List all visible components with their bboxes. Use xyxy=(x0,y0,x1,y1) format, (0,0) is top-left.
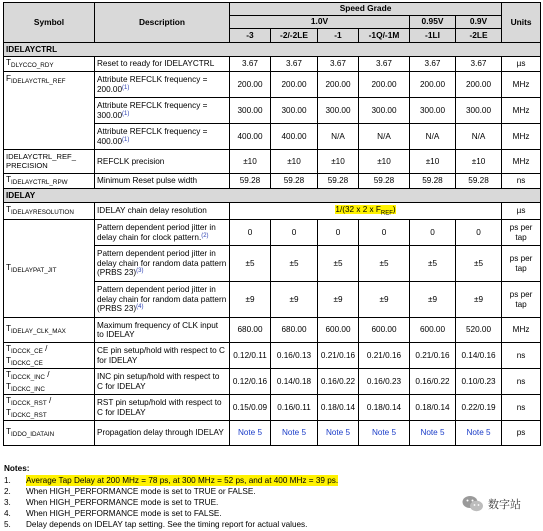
value-cell: 3.67 xyxy=(410,57,456,72)
value-cell: ±9 xyxy=(230,282,271,318)
value-cell: ±9 xyxy=(456,282,502,318)
value-cell: 200.00 xyxy=(359,72,410,98)
value-cell: 0.14/0.18 xyxy=(271,369,318,395)
description-cell: RST pin setup/hold with respect to C for IDELAY xyxy=(95,395,230,421)
value-cell: 400.00 xyxy=(271,124,318,150)
value-cell: 0 xyxy=(410,220,456,246)
value-cell: 200.00 xyxy=(271,72,318,98)
value-cell: 0.10/0.23 xyxy=(456,369,502,395)
note-link[interactable]: Note 5 xyxy=(318,421,359,446)
value-cell: 300.00 xyxy=(230,98,271,124)
value-cell: N/A xyxy=(318,124,359,150)
symbol-cell: $T_{IDELAYPAT\_JIT}$ xyxy=(4,220,95,318)
note-item: 5. Delay depends on IDELAY tap setting. See the timing report for actual values. xyxy=(4,520,308,529)
unit-cell: MHz xyxy=(502,124,541,150)
note-item: 1. Average Tap Delay at 200 MHz = 78 ps, at 300 MHz = 52 ps, and at 400 MHz = 39 ps. xyxy=(4,476,339,485)
value-cell: ±10 xyxy=(410,150,456,174)
unit-cell: ps per tap xyxy=(502,246,541,282)
note-item: 4. When HIGH_PERFORMANCE mode is set to FALSE. xyxy=(4,509,222,518)
value-cell: 3.67 xyxy=(456,57,502,72)
description-cell: Propagation delay through IDELAY xyxy=(95,421,230,446)
value-cell: 0.16/0.22 xyxy=(318,369,359,395)
value-cell: ±5 xyxy=(456,246,502,282)
voltage-1v: 1.0V xyxy=(230,16,410,29)
value-cell: 200.00 xyxy=(410,72,456,98)
description-cell: INC pin setup/hold with respect to C for IDELAY xyxy=(95,369,230,395)
value-cell: 600.00 xyxy=(359,318,410,343)
value-cell: 200.00 xyxy=(318,72,359,98)
watermark-text: 数字站 xyxy=(488,499,521,511)
value-cell: ±5 xyxy=(271,246,318,282)
value-cell: 680.00 xyxy=(271,318,318,343)
value-cell: 0 xyxy=(271,220,318,246)
note-item: 2. When HIGH_PERFORMANCE mode is set to TRUE or FALSE. xyxy=(4,487,256,496)
value-cell: 0.12/0.16 xyxy=(230,369,271,395)
unit-cell: MHz xyxy=(502,72,541,98)
symbol-cell: $T_{IDELAY\_CLK\_MAX}$ xyxy=(4,318,95,343)
description-cell: CE pin setup/hold with respect to C for IDELAY xyxy=(95,343,230,369)
unit-cell: ps per tap xyxy=(502,220,541,246)
grade-col: -1Q/-1M xyxy=(359,29,410,43)
grade-col: -2LE xyxy=(456,29,502,43)
value-cell: 59.28 xyxy=(318,174,359,189)
table-row xyxy=(4,395,541,421)
value-cell: ±10 xyxy=(359,150,410,174)
section-idelay: IDELAY xyxy=(4,189,541,203)
value-cell: 300.00 xyxy=(271,98,318,124)
table-row xyxy=(4,57,541,72)
value-cell: 3.67 xyxy=(271,57,318,72)
value-cell: 59.28 xyxy=(359,174,410,189)
table-row xyxy=(4,220,541,246)
value-cell: N/A xyxy=(456,124,502,150)
symbol-cell: IDELAYCTRL_REF_ PRECISION xyxy=(4,150,95,174)
wechat-icon xyxy=(462,495,484,513)
unit-cell: ns xyxy=(502,369,541,395)
formula-cell xyxy=(230,203,502,220)
watermark xyxy=(462,495,521,513)
grade-col: -1LI xyxy=(410,29,456,43)
unit-cell: ns xyxy=(502,395,541,421)
description-cell: Attribute REFCLK frequency = 300.00$^{(1)}$ xyxy=(95,98,230,124)
value-cell: ±9 xyxy=(271,282,318,318)
section-idelayctrl: IDELAYCTRL xyxy=(4,43,541,57)
col-symbol: Symbol xyxy=(4,3,95,43)
table-row xyxy=(4,318,541,343)
value-cell: 200.00 xyxy=(230,72,271,98)
note-link[interactable]: Note 5 xyxy=(271,421,318,446)
symbol-cell: $T_{IDELAYCTRL\_RPW}$ xyxy=(4,174,95,189)
value-cell: 59.28 xyxy=(456,174,502,189)
symbol-cell: $T_{DLYCCO\_RDY}$ xyxy=(4,57,95,72)
value-cell: 600.00 xyxy=(410,318,456,343)
unit-cell: ns xyxy=(502,174,541,189)
table-row xyxy=(4,150,541,174)
grade-col: -3 xyxy=(230,29,271,43)
description-cell: IDELAY chain delay resolution xyxy=(95,203,230,220)
value-cell: 0.21/0.16 xyxy=(359,343,410,369)
description-cell: Pattern dependent period jitter in delay chain for random data pattern (PRBS 23)$^{(4)}$ xyxy=(95,282,230,318)
value-cell: 0.18/0.14 xyxy=(318,395,359,421)
symbol-cell: $F_{IDELAYCTRL\_REF}$ xyxy=(4,72,95,150)
value-cell: 0.16/0.13 xyxy=(271,343,318,369)
table-row xyxy=(4,369,541,395)
value-cell: 0.16/0.22 xyxy=(410,369,456,395)
description-cell: Pattern dependent period jitter in delay chain for random data pattern (PRBS 23)$^{(3)}$ xyxy=(95,246,230,282)
value-cell: 0 xyxy=(318,220,359,246)
value-cell: 0.16/0.11 xyxy=(271,395,318,421)
voltage-09v: 0.9V xyxy=(456,16,502,29)
col-speed-grade: Speed Grade xyxy=(230,3,502,16)
value-cell: 600.00 xyxy=(318,318,359,343)
value-cell: 300.00 xyxy=(359,98,410,124)
value-cell: 0.18/0.14 xyxy=(359,395,410,421)
note-item: 3. When HIGH_PERFORMANCE mode is set to TRUE. xyxy=(4,498,219,507)
value-cell: ±5 xyxy=(410,246,456,282)
value-cell: 0.21/0.16 xyxy=(318,343,359,369)
notes-section xyxy=(4,463,338,530)
table-row xyxy=(4,421,541,446)
value-cell: 200.00 xyxy=(456,72,502,98)
unit-cell: µs xyxy=(502,203,541,220)
description-cell: Maximum frequency of CLK input to IDELAY xyxy=(95,318,230,343)
table-row xyxy=(4,72,541,98)
value-cell: 0 xyxy=(230,220,271,246)
note-link[interactable]: Note 5 xyxy=(456,421,502,446)
value-cell: N/A xyxy=(359,124,410,150)
value-cell: 300.00 xyxy=(456,98,502,124)
table-row xyxy=(4,343,541,369)
note-link[interactable]: Note 5 xyxy=(230,421,271,446)
unit-cell: ps per tap xyxy=(502,282,541,318)
value-cell: ±10 xyxy=(456,150,502,174)
highlight-formula: 1/(32 x 2 x $F_{REF}$) xyxy=(335,204,396,217)
value-cell: 400.00 xyxy=(230,124,271,150)
note-link[interactable]: Note 5 xyxy=(359,421,410,446)
value-cell: 0 xyxy=(359,220,410,246)
voltage-095v: 0.95V xyxy=(410,16,456,29)
unit-cell: MHz xyxy=(502,318,541,343)
value-cell: 3.67 xyxy=(230,57,271,72)
value-cell: 0.15/0.09 xyxy=(230,395,271,421)
unit-cell: MHz xyxy=(502,98,541,124)
value-cell: 680.00 xyxy=(230,318,271,343)
value-cell: ±9 xyxy=(359,282,410,318)
value-cell: 0.22/0.19 xyxy=(456,395,502,421)
table-row xyxy=(4,203,541,220)
value-cell: ±5 xyxy=(359,246,410,282)
symbol-cell: $T_{IDCCK\_CE}$ / $T_{IDCKC\_CE}$ xyxy=(4,343,95,369)
unit-cell: MHz xyxy=(502,150,541,174)
value-cell: ±9 xyxy=(318,282,359,318)
spec-table xyxy=(3,2,541,446)
description-cell: Minimum Reset pulse width xyxy=(95,174,230,189)
value-cell: 0.14/0.16 xyxy=(456,343,502,369)
unit-cell: ps xyxy=(502,421,541,446)
value-cell: 0 xyxy=(456,220,502,246)
description-cell: Attribute REFCLK frequency = 400.00$^{(1)}$ xyxy=(95,124,230,150)
value-cell: 0.18/0.14 xyxy=(410,395,456,421)
value-cell: 0.16/0.23 xyxy=(359,369,410,395)
description-cell: Reset to ready for IDELAYCTRL xyxy=(95,57,230,72)
col-units: Units xyxy=(502,3,541,43)
note-link[interactable]: Note 5 xyxy=(410,421,456,446)
value-cell: 0.12/0.11 xyxy=(230,343,271,369)
symbol-cell: $T_{IDELAYRESOLUTION}$ xyxy=(4,203,95,220)
table-row xyxy=(4,174,541,189)
value-cell: 300.00 xyxy=(410,98,456,124)
value-cell: 59.28 xyxy=(410,174,456,189)
value-cell: ±9 xyxy=(410,282,456,318)
description-cell: Pattern dependent period jitter in delay chain for clock pattern.$^{(2)}$ xyxy=(95,220,230,246)
value-cell: 300.00 xyxy=(318,98,359,124)
value-cell: ±5 xyxy=(318,246,359,282)
value-cell: ±10 xyxy=(230,150,271,174)
symbol-cell: $T_{IDCCK\_INC}$ / $T_{IDCKC\_INC}$ xyxy=(4,369,95,395)
grade-col: -2/-2LE xyxy=(271,29,318,43)
symbol-cell: $T_{IDCCK\_RST}$ / $T_{IDCKC\_RST}$ xyxy=(4,395,95,421)
value-cell: 3.67 xyxy=(359,57,410,72)
unit-cell: ns xyxy=(502,343,541,369)
value-cell: 3.67 xyxy=(318,57,359,72)
value-cell: 520.00 xyxy=(456,318,502,343)
value-cell: 59.28 xyxy=(271,174,318,189)
value-cell: ±10 xyxy=(318,150,359,174)
description-cell: Attribute REFCLK frequency = 200.00$^{(1)}$ xyxy=(95,72,230,98)
symbol-cell: $T_{IDDO\_IDATAIN}$ xyxy=(4,421,95,446)
notes-title: Notes: xyxy=(4,464,30,473)
value-cell: ±5 xyxy=(230,246,271,282)
description-cell: REFCLK precision xyxy=(95,150,230,174)
value-cell: N/A xyxy=(410,124,456,150)
value-cell: 0.21/0.16 xyxy=(410,343,456,369)
value-cell: 59.28 xyxy=(230,174,271,189)
unit-cell: µs xyxy=(502,57,541,72)
col-description: Description xyxy=(95,3,230,43)
grade-col: -1 xyxy=(318,29,359,43)
value-cell: ±10 xyxy=(271,150,318,174)
